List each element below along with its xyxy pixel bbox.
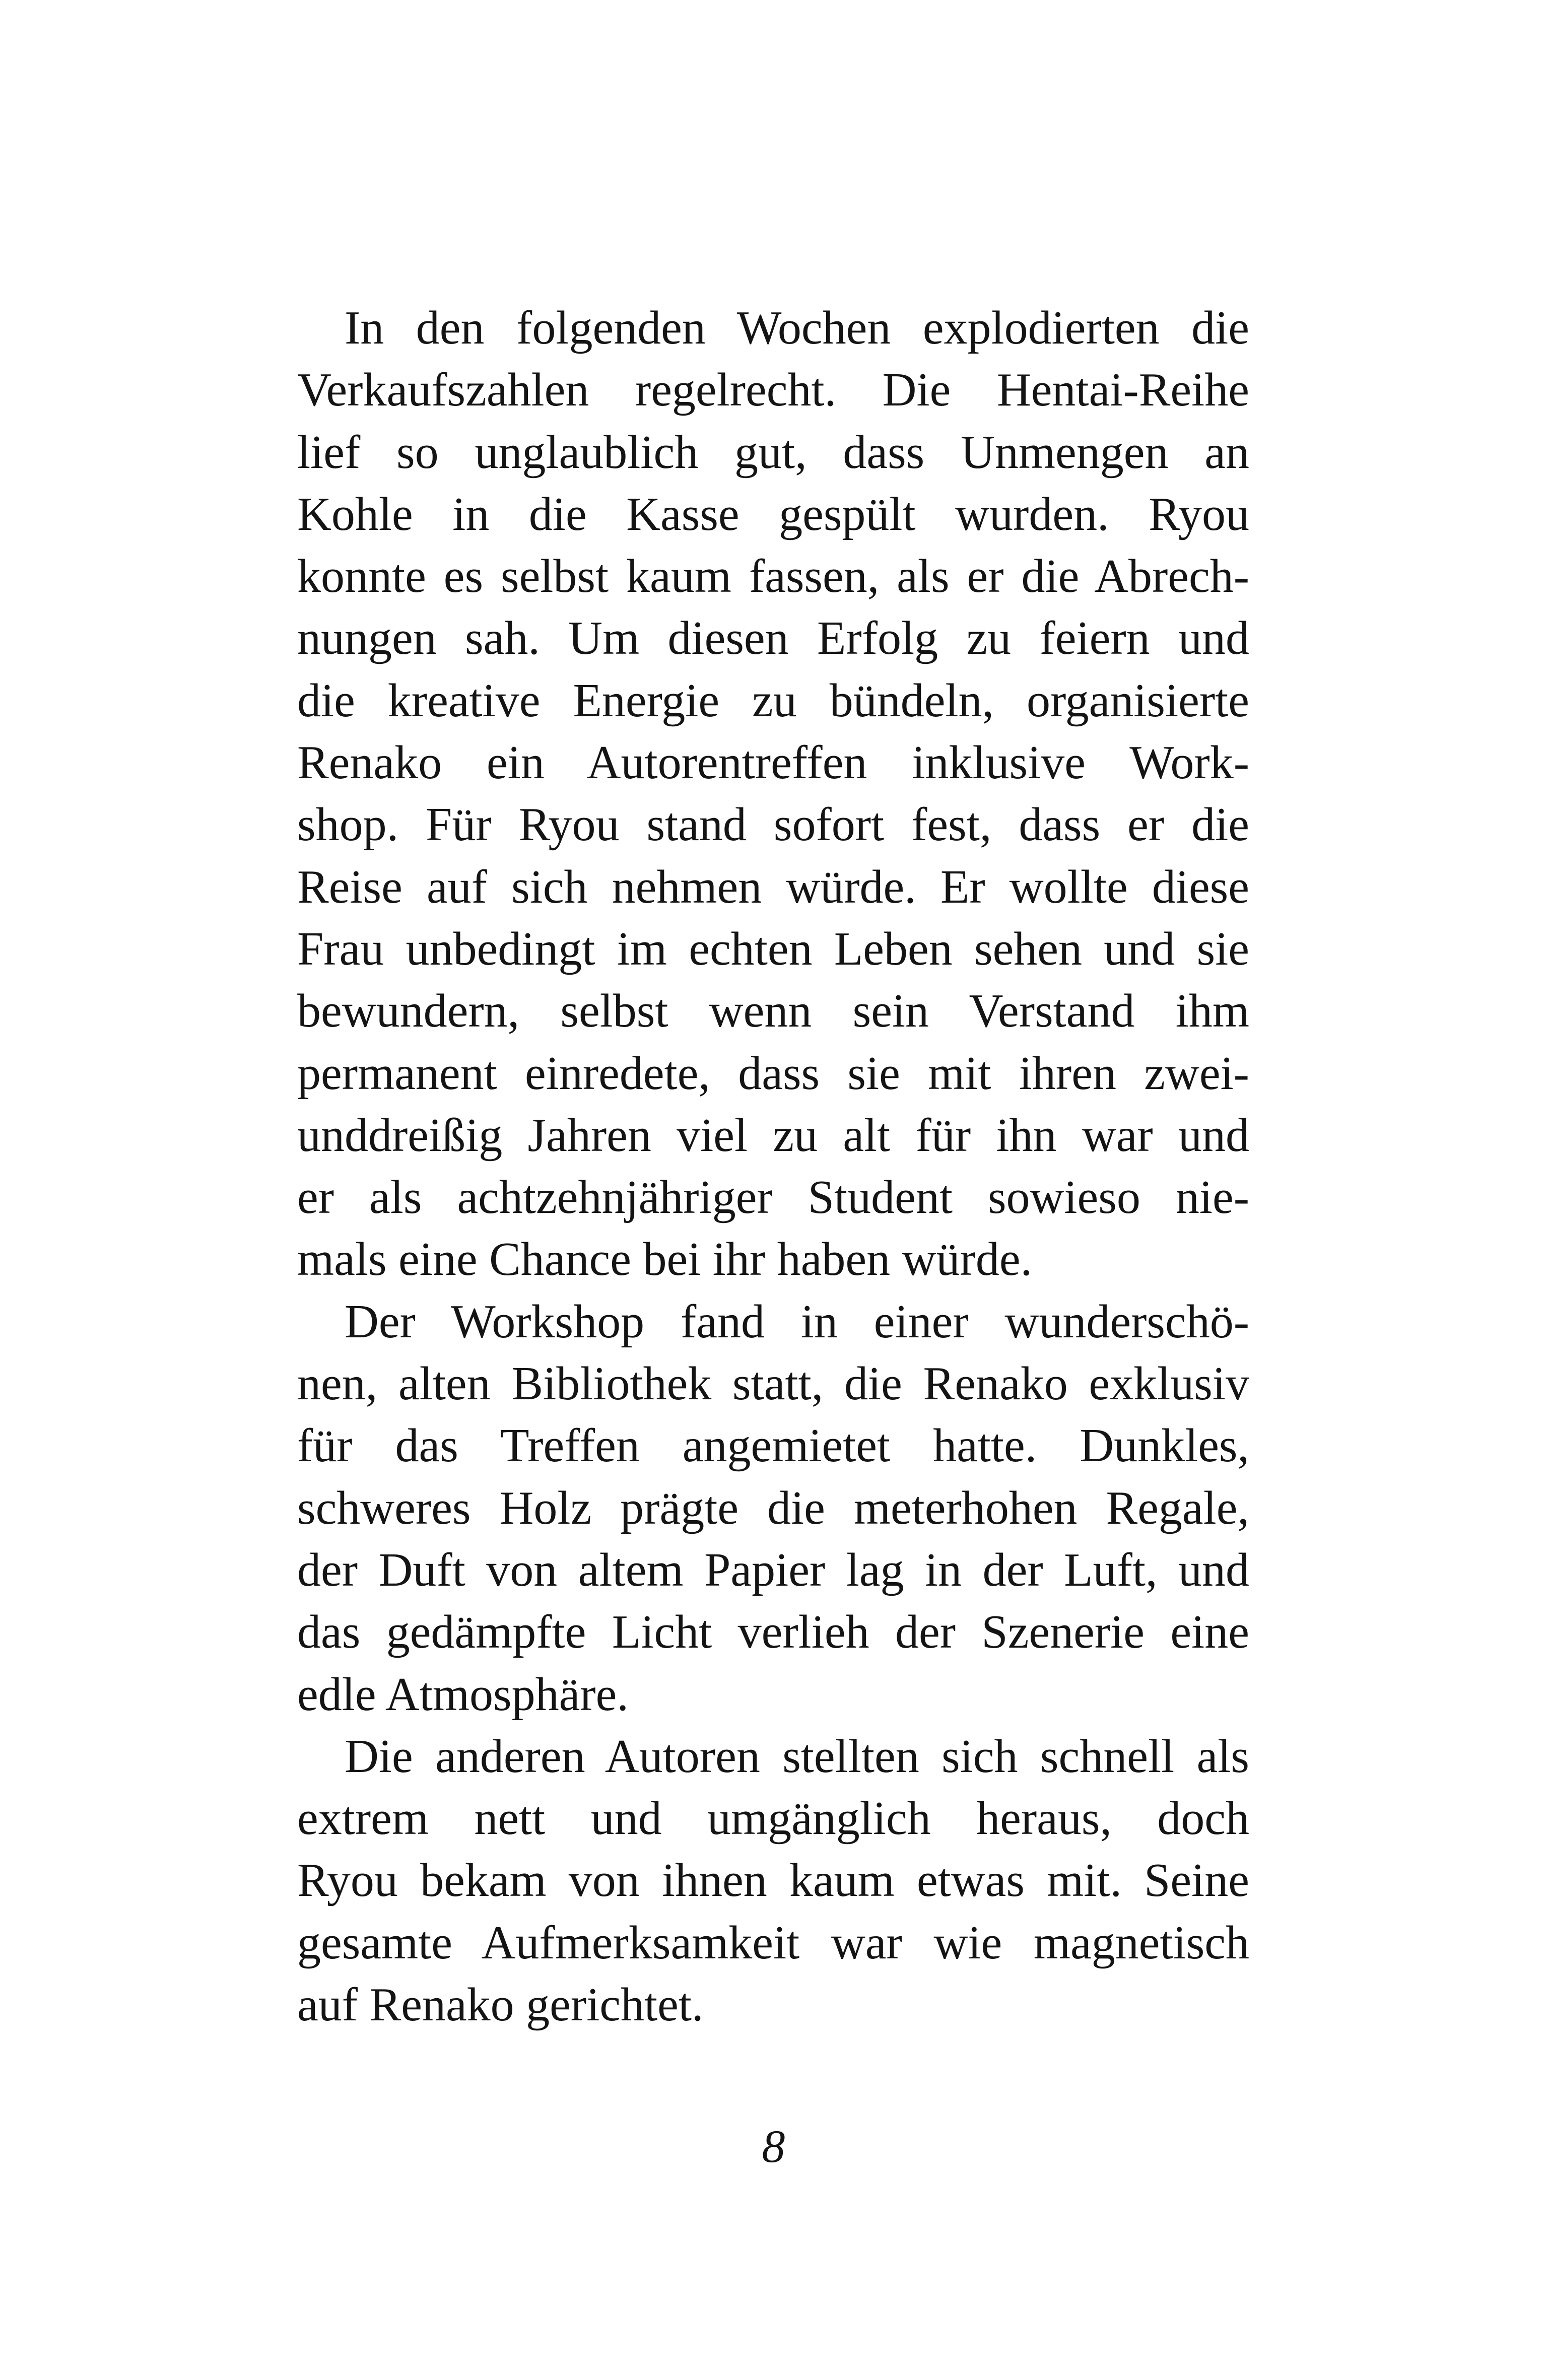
text-line: die kreative Energie zu bündeln, organisierte xyxy=(297,674,1249,727)
text-line: unddreißig Jahren viel zu alt für ihn war und xyxy=(297,1109,1249,1162)
paragraph-2 xyxy=(297,1291,1249,1726)
text-line: auf Renako gerichtet. xyxy=(297,1979,704,2031)
text-line: das gedämpfte Licht verlieh der Szenerie eine xyxy=(297,1606,1249,1659)
text-line: bewundern, selbst wenn sein Verstand ihm xyxy=(297,985,1249,1038)
text-line: für das Treffen angemietet hatte. Dunkles, xyxy=(297,1419,1249,1472)
page-number: 8 xyxy=(762,2121,785,2172)
text-line: Ryou bekam von ihnen kaum etwas mit. Seine xyxy=(297,1854,1249,1907)
text-line: Verkaufszahlen regelrecht. Die Hentai-Reihe xyxy=(297,364,1249,417)
text-line: shop. Für Ryou stand sofort fest, dass er die xyxy=(297,798,1249,851)
text-line: Die anderen Autoren stellten sich schnell als xyxy=(345,1730,1249,1783)
text-line: Der Workshop fand in einer wunderschö- xyxy=(345,1295,1249,1348)
text-line: Kohle in die Kasse gespült wurden. Ryou xyxy=(297,488,1249,540)
text-line: Renako ein Autorentreffen inklusive Work- xyxy=(297,736,1249,789)
body-text xyxy=(297,297,1249,2036)
text-line: konnte es selbst kaum fassen, als er die Abrech- xyxy=(297,550,1249,603)
text-line: nen, alten Bibliothek statt, die Renako exklusiv xyxy=(297,1357,1249,1410)
text-line: In den folgenden Wochen explodierten die xyxy=(345,302,1249,354)
paragraph-1 xyxy=(297,297,1249,1291)
text-line: Frau unbedingt im echten Leben sehen und sie xyxy=(297,922,1249,975)
paragraph-3 xyxy=(297,1726,1249,2036)
text-line: nungen sah. Um diesen Erfolg zu feiern und xyxy=(297,612,1249,665)
text-line: er als achtzehnjähriger Student sowieso nie- xyxy=(297,1171,1249,1224)
text-line: extrem nett und umgänglich heraus, doch xyxy=(297,1792,1249,1845)
text-line: lief so unglaublich gut, dass Unmengen an xyxy=(297,426,1249,479)
text-line: mals eine Chance bei ihr haben würde. xyxy=(297,1233,1033,1286)
text-line: schweres Holz prägte die meterhohen Regale, xyxy=(297,1481,1249,1534)
text-line: gesamte Aufmerksamkeit war wie magnetisch xyxy=(297,1916,1249,1969)
text-line: Reise auf sich nehmen würde. Er wollte diese xyxy=(297,860,1249,913)
text-line: permanent einredete, dass sie mit ihren zwei- xyxy=(297,1047,1249,1100)
text-line: edle Atmosphäre. xyxy=(297,1668,629,1721)
text-line: der Duft von altem Papier lag in der Luft, und xyxy=(297,1543,1249,1596)
